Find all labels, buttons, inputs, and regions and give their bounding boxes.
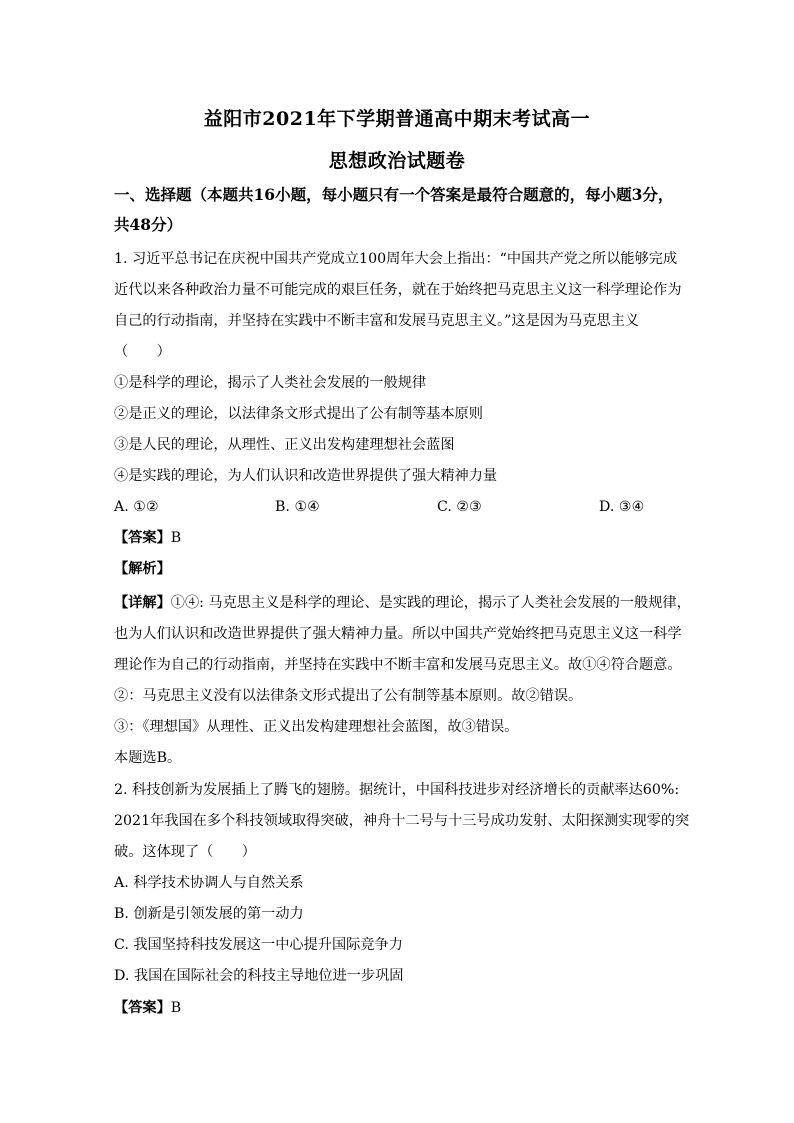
q2-answer bbox=[114, 998, 684, 1018]
q1-detail-line: 理论作为自己的行动指南，并坚持在实践中不断丰富和发展马克思主义。故①④符合题意。 bbox=[114, 657, 682, 673]
q1-detail-line: ③：《理想国》从理性、正义出发构建理想社会蓝图，故③错误。 bbox=[114, 719, 519, 735]
detail-tag: 【详解】 bbox=[114, 595, 171, 611]
q1-blank: （ ） bbox=[114, 344, 171, 360]
q1-analysis-tag bbox=[114, 559, 684, 579]
q2-option-a: A. 科学技术协调人与自然关系 bbox=[114, 875, 304, 891]
q1-stem-line: 自己的行动指南，并坚持在实践中不断丰富和发展马克思主义。”这是因为马克思主义 bbox=[114, 313, 640, 329]
q1-detail-line: 也为人们认识和改造世界提供了强大精神力量。所以中国共产党始终把马克思主义这一科学 bbox=[114, 626, 682, 642]
answer-tag: 【答案】 bbox=[114, 1000, 171, 1016]
q1-conclusion: 本题选B。 bbox=[114, 750, 182, 766]
q1-option-b: B. ①④ bbox=[275, 499, 320, 515]
answer-tag: 【答案】 bbox=[114, 530, 171, 546]
q2-stem-line: 2. 科技创新为发展插上了腾飞的翅膀。据统计，中国科技进步对经济增长的贡献率达60%: bbox=[114, 782, 680, 798]
detail-text: ①④: 马克思主义是科学的理论、是实践的理论，揭示了人类社会发展的一般规律， bbox=[170, 595, 691, 611]
q2-option-b: B. 创新是引领发展的第一动力 bbox=[114, 906, 304, 922]
q1-option-a: A. ①② bbox=[114, 499, 159, 515]
section-heading-line1: 一、选择题（本题共16小题，每小题只有一个答案是最符合题意的，每小题3分， bbox=[114, 185, 674, 204]
q2-option-d: D. 我国在国际社会的科技主导地位进一步巩固 bbox=[114, 968, 404, 984]
q1-detail-line bbox=[114, 593, 691, 613]
q2-option-c: C. 我国坚持科技发展这一中心提升国际竞争力 bbox=[114, 937, 403, 953]
q1-item: ②是正义的理论，以法律条文形式提出了公有制等基本原则 bbox=[114, 406, 483, 422]
answer-value: B bbox=[170, 530, 182, 546]
q1-item: ③是人民的理论，从理性、正义出发构建理想社会蓝图 bbox=[114, 437, 455, 453]
exam-subtitle: 思想政治试题卷 bbox=[328, 150, 466, 172]
q1-answer bbox=[114, 528, 684, 548]
q1-stem-line: 1. 习近平总书记在庆祝中国共产党成立100周年大会上指出：“中国共产党之所以能够完成 bbox=[114, 251, 678, 267]
q1-item: ④是实践的理论，为人们认识和改造世界提供了强大精神力量 bbox=[114, 468, 498, 484]
q1-stem-line: 近代以来各种政治力量不可能完成的艰巨任务，就在于始终把马克思主义这一科学理论作为 bbox=[114, 282, 682, 298]
q1-option-c: C. ②③ bbox=[437, 499, 482, 515]
analysis-tag: 【解析】 bbox=[114, 561, 171, 577]
exam-title: 益阳市2021年下学期普通高中期末考试高一 bbox=[203, 108, 591, 130]
q2-stem-line: 破。这体现了（ ） bbox=[114, 844, 256, 860]
q2-stem-line: 2021年我国在多个科技领域取得突破，神舟十二号与十三号成功发射、太阳探测实现零的突 bbox=[114, 813, 690, 829]
answer-value: B bbox=[170, 1000, 182, 1016]
q1-detail-line: ②：马克思主义没有以法律条文形式提出了公有制等基本原则。故②错误。 bbox=[114, 688, 583, 704]
q1-option-d: D. ③④ bbox=[599, 499, 645, 515]
section-heading-line2: 共48分） bbox=[114, 215, 183, 234]
q1-item: ①是科学的理论，揭示了人类社会发展的一般规律 bbox=[114, 375, 427, 391]
